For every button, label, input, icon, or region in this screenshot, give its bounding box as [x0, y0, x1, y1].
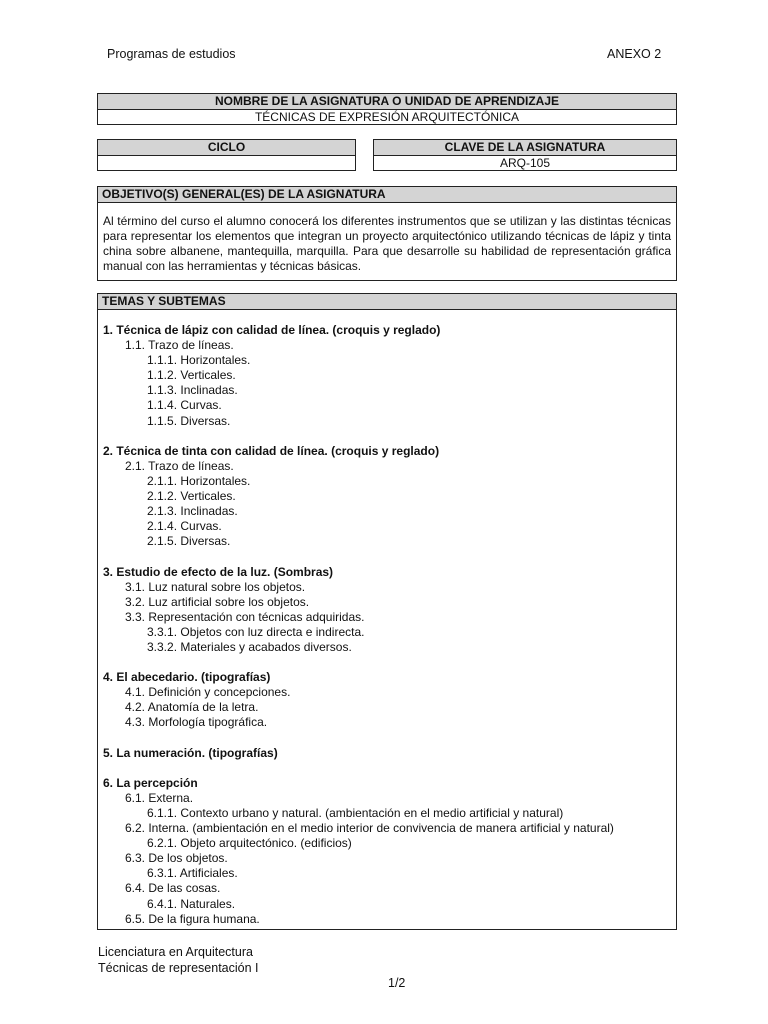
header-annex-label: ANEXO 2 [607, 47, 662, 61]
subject-name-heading: NOMBRE DE LA ASIGNATURA O UNIDAD DE APRENDIZAJE [98, 94, 676, 110]
subtopic-item: 6.5. De la figura humana. [125, 911, 260, 926]
subject-code-value: ARQ-105 [499, 156, 551, 170]
topic-item: 6. La percepción [103, 775, 198, 790]
subtopic-item: 6.2. Interna. (ambientación en el medio interior de convivencia de manera artificial y natural) [125, 821, 614, 836]
sub-subtopic-item: 2.1.1. Horizontales. [147, 473, 251, 488]
footer-course: Técnicas de representación I [98, 961, 259, 975]
subject-name-box [97, 93, 677, 125]
sub-subtopic-item: 2.1.5. Diversas. [147, 534, 231, 549]
subtopic-item: 4.3. Morfología tipográfica. [125, 715, 268, 730]
subject-name-value: TÉCNICAS DE EXPRESIÓN ARQUITECTÓNICA [254, 110, 520, 124]
subtopic-item: 3.3. Representación con técnicas adquiridas. [125, 609, 365, 624]
subject-code-heading: CLAVE DE LA ASIGNATURA [374, 140, 676, 156]
topics-box [97, 293, 677, 930]
sub-subtopic-item: 1.1.2. Verticales. [147, 368, 236, 383]
subtopic-item: 1.1. Trazo de líneas. [125, 338, 234, 353]
subtopic-item: 6.1. Externa. [125, 790, 194, 805]
subject-code-box [373, 139, 677, 171]
subtopic-item: 3.2. Luz artificial sobre los objetos. [125, 594, 310, 609]
subtopic-item: 2.1. Trazo de líneas. [125, 458, 234, 473]
sub-subtopic-item: 3.3.2. Materiales y acabados diversos. [147, 639, 352, 654]
topic-item: 4. El abecedario. (tipografías) [103, 670, 271, 685]
objective-heading: OBJETIVO(S) GENERAL(ES) DE LA ASIGNATURA [98, 187, 676, 203]
sub-subtopic-item: 2.1.3. Inclinadas. [147, 504, 238, 519]
topics-heading: TEMAS Y SUBTEMAS [98, 294, 676, 310]
subtopic-item: 4.1. Definición y concepciones. [125, 685, 291, 700]
topic-spacer [98, 731, 676, 746]
page-number: 1/2 [388, 976, 406, 990]
cycle-heading: CICLO [98, 140, 355, 156]
sub-subtopic-item: 6.1.1. Contexto urbano y natural. (ambientación en el medio artificial y natural) [147, 806, 564, 820]
topic-item: 5. La numeración. (tipografías) [103, 745, 278, 760]
cycle-box [97, 139, 356, 171]
topic-spacer [98, 655, 676, 670]
topic-item: 3. Estudio de efecto de la luz. (Sombras) [103, 564, 334, 579]
footer-degree: Licenciatura en Arquitectura [98, 945, 253, 959]
sub-subtopic-item: 2.1.2. Verticales. [147, 489, 236, 504]
sub-subtopic-item: 6.4.1. Naturales. [147, 896, 236, 911]
header-program-label: Programas de estudios [107, 47, 236, 61]
subtopic-item: 6.3. De los objetos. [125, 851, 228, 866]
topic-spacer [98, 761, 676, 776]
topic-spacer [98, 549, 676, 564]
sub-subtopic-item: 2.1.4. Curvas. [147, 519, 222, 534]
subtopic-item: 6.4. De las cosas. [125, 881, 221, 896]
topics-list [98, 310, 676, 927]
sub-subtopic-item: 1.1.3. Inclinadas. [147, 383, 238, 398]
topic-item: 1. Técnica de lápiz con calidad de línea. (croquis y reglado) [103, 323, 441, 337]
sub-subtopic-item: 1.1.4. Curvas. [147, 398, 222, 413]
subtopic-item: 3.1. Luz natural sobre los objetos. [125, 579, 306, 594]
sub-subtopic-item: 1.1.5. Diversas. [147, 413, 231, 428]
topic-item: 2. Técnica de tinta con calidad de línea. (croquis y reglado) [103, 443, 440, 458]
sub-subtopic-item: 1.1.1. Horizontales. [147, 353, 251, 368]
objective-text: Al término del curso el alumno conocerá los diferentes instrumentos que se utilizan y las distintas técnicas para representar los elementos que integran un proyecto arquitectónico utilizando técnicas de lápiz y tinta china sobre albanene, mantequilla, marquilla. Para que desarrolle su habilidad de representación gráfica manual con las herramientas y técnicas básicas. [103, 214, 671, 273]
subtopic-item: 4.2. Anatomía de la letra. [125, 700, 259, 715]
sub-subtopic-item: 3.3.1. Objetos con luz directa e indirecta. [147, 624, 365, 639]
cycle-value [98, 156, 355, 171]
objective-box [97, 186, 677, 281]
sub-subtopic-item: 6.2.1. Objeto arquitectónico. (edificios) [147, 836, 352, 851]
topic-spacer [98, 429, 676, 444]
sub-subtopic-item: 6.3.1. Artificiales. [147, 866, 238, 881]
